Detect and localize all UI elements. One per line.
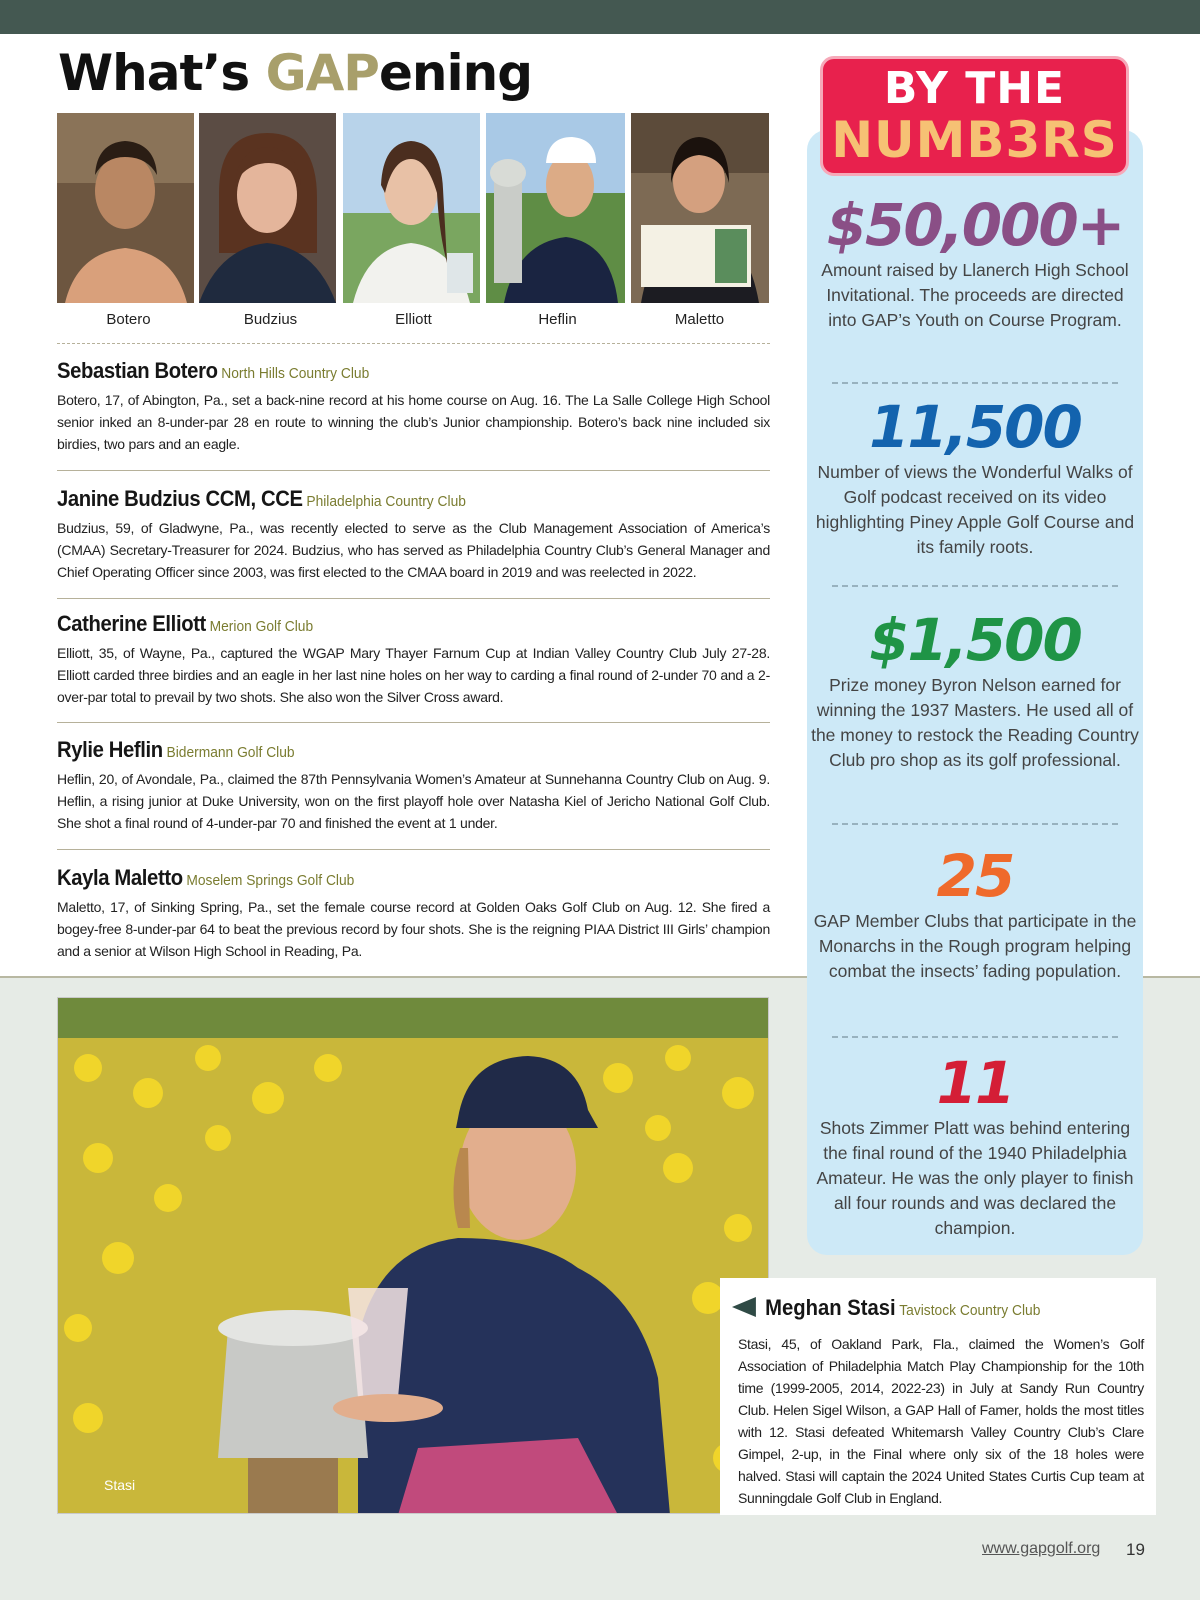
stat-divider	[832, 823, 1118, 825]
entry-body: Maletto, 17, of Sinking Spring, Pa., set the female course record at Golden Oaks Golf Club on Aug. 12. She fired a bogey-free 8-under-par 64 to beat the previous record by four shots. She is the reigning PIAA District III Girls’ champion and a senior at Wilson High School in Reading, Pa.	[57, 899, 770, 959]
stat-item	[810, 607, 1140, 773]
stat-value: 11	[936, 1049, 1014, 1117]
entry-budzius	[57, 486, 770, 583]
stasi-club: Tavistock Country Club	[899, 1302, 1041, 1319]
entry-body: Budzius, 59, of Gladwyne, Pa., was recently elected to serve as the Club Management Association of America’s (CMAA) Secretary-Treasurer for 2024. Budzius, who has served as Philadelphia Country Club’s General Manager and Chief Operating Officer since 2003, was first elected to the CMAA board in 2019 and was reelected in 2022.	[57, 520, 770, 580]
entry-body: Heflin, 20, of Avondale, Pa., claimed the 87th Pennsylvania Women’s Amateur at Sunnehanna Country Club on Aug. 9. Heflin, a rising junior at Duke University, won on the first playoff hole over Natasha Kiel of Jericho National Golf Club. She shot a final round of 4-under-par 70 and finished the event at 1 under.	[57, 771, 770, 831]
entry-name: Janine Budzius CCM, CCE	[57, 486, 303, 511]
stat-description: Number of views the Wonderful Walks of Golf podcast received on its video highlighting Piney Apple Golf Course and its family roots.	[815, 462, 1135, 557]
stat-divider	[832, 382, 1118, 384]
photo-elliott	[343, 113, 480, 303]
page-title	[58, 44, 532, 102]
photo-caption-elliott: Elliott	[395, 311, 432, 328]
by-the-numbers-title	[820, 56, 1129, 176]
title-part-2: ening	[378, 44, 532, 102]
top-bar	[0, 0, 1200, 34]
stasi-heading	[732, 1295, 1040, 1321]
entry-heading	[57, 486, 713, 512]
entry-body: Elliott, 35, of Wayne, Pa., captured the WGAP Mary Thayer Farnum Cup at Indian Valley Country Club July 27-28. Elliott carded three birdies and an eagle in her last nine holes on her way to carding a final round of 2-under 70 and a 2-over-par total to prevail by two shots. She also won the Silver Cross award.	[57, 645, 770, 705]
entry-club: North Hills Country Club	[221, 365, 370, 382]
stat-value: $50,000+	[826, 191, 1124, 259]
divider	[57, 722, 770, 723]
stat-description: Amount raised by Llanerch High School Invitational. The proceeds are directed into GAP’s Youth on Course Program.	[821, 260, 1129, 330]
left-arrow-icon	[732, 1297, 756, 1317]
entry-heading	[57, 865, 713, 891]
stat-value: 11,500	[869, 393, 1081, 461]
stat-description: Shots Zimmer Platt was behind entering the final round of the 1940 Philadelphia Amateur. He was the only player to finish all four rounds and was declared the champion.	[816, 1118, 1134, 1238]
headshot-strip	[57, 113, 769, 303]
photo-heflin	[486, 113, 625, 303]
entry-name: Kayla Maletto	[57, 865, 183, 890]
entry-heading	[57, 358, 713, 384]
stat-item	[810, 1050, 1140, 1241]
footer-website-link[interactable]: www.gapgolf.org	[982, 1540, 1101, 1557]
photo-caption-maletto: Maletto	[674, 311, 725, 328]
photo-budzius	[199, 113, 336, 303]
stat-divider	[832, 1036, 1118, 1038]
divider	[57, 470, 770, 471]
stat-item	[810, 394, 1140, 560]
divider	[57, 343, 770, 344]
entry-club: Bidermann Golf Club	[166, 744, 295, 761]
entry-botero	[57, 358, 770, 455]
stat-value: $1,500	[869, 606, 1081, 674]
photo-caption-budzius: Budzius	[243, 311, 298, 328]
stat-description: Prize money Byron Nelson earned for winning the 1937 Masters. He used all of the money to restock the Reading Country Club pro shop as its golf professional.	[811, 675, 1139, 770]
main-photo-stasi	[57, 997, 769, 1514]
stasi-name: Meghan Stasi	[765, 1295, 896, 1320]
title-line-1: BY THE	[883, 63, 1066, 114]
divider	[57, 849, 770, 850]
stat-description: GAP Member Clubs that participate in the Monarchs in the Rough program helping combat the insects’ fading population.	[813, 911, 1137, 981]
photo-maletto	[631, 113, 769, 303]
divider	[57, 598, 770, 599]
entry-name: Rylie Heflin	[57, 737, 163, 762]
entry-club: Merion Golf Club	[209, 618, 314, 635]
entry-heading	[57, 737, 713, 763]
entry-name: Catherine Elliott	[57, 611, 206, 636]
entry-elliott	[57, 611, 770, 708]
entry-maletto	[57, 865, 770, 962]
title-line-2: NUMB3RS	[831, 111, 1118, 169]
stat-value: 25	[936, 842, 1014, 910]
entry-name: Sebastian Botero	[57, 358, 218, 383]
entry-heflin	[57, 737, 770, 834]
title-gap: GAP	[265, 44, 379, 102]
entry-club: Philadelphia Country Club	[306, 493, 466, 510]
entry-club: Moselem Springs Golf Club	[186, 872, 355, 889]
entry-body: Botero, 17, of Abington, Pa., set a back-nine record at his home course on Aug. 16. The La Salle College High School senior inked an 8-under-par 28 en route to winning the club’s Junior championship. Botero’s back nine included six birdies, two pars and an eagle.	[57, 392, 770, 452]
main-photo-caption: Stasi	[104, 1477, 136, 1493]
stat-divider	[832, 585, 1118, 587]
photo-caption-heflin: Heflin	[538, 311, 577, 328]
page-number: 19	[1126, 1540, 1145, 1559]
photo-caption-botero: Botero	[106, 311, 151, 328]
stat-item	[810, 843, 1140, 984]
photo-botero	[57, 113, 194, 303]
entry-heading	[57, 611, 713, 637]
stat-item	[810, 192, 1140, 333]
stasi-body: Stasi, 45, of Oakland Park, Fla., claimed the Women’s Golf Association of Philadelphia Match Play Championship for the 10th time (1999-2005, 2014, 2022-23) in July at Sandy Run Country Club. Helen Sigel Wilson, a GAP Hall of Famer, holds the most titles with 12. Stasi defeated Whitemarsh Valley Country Club’s Clare Gimpel, 2-up, in the Final where only six of the 18 holes were halved. Stasi will captain the 2024 United States Curtis Cup team at Sunningdale Golf Club in England.	[738, 1336, 1144, 1506]
title-part-1: What’s	[58, 44, 266, 102]
